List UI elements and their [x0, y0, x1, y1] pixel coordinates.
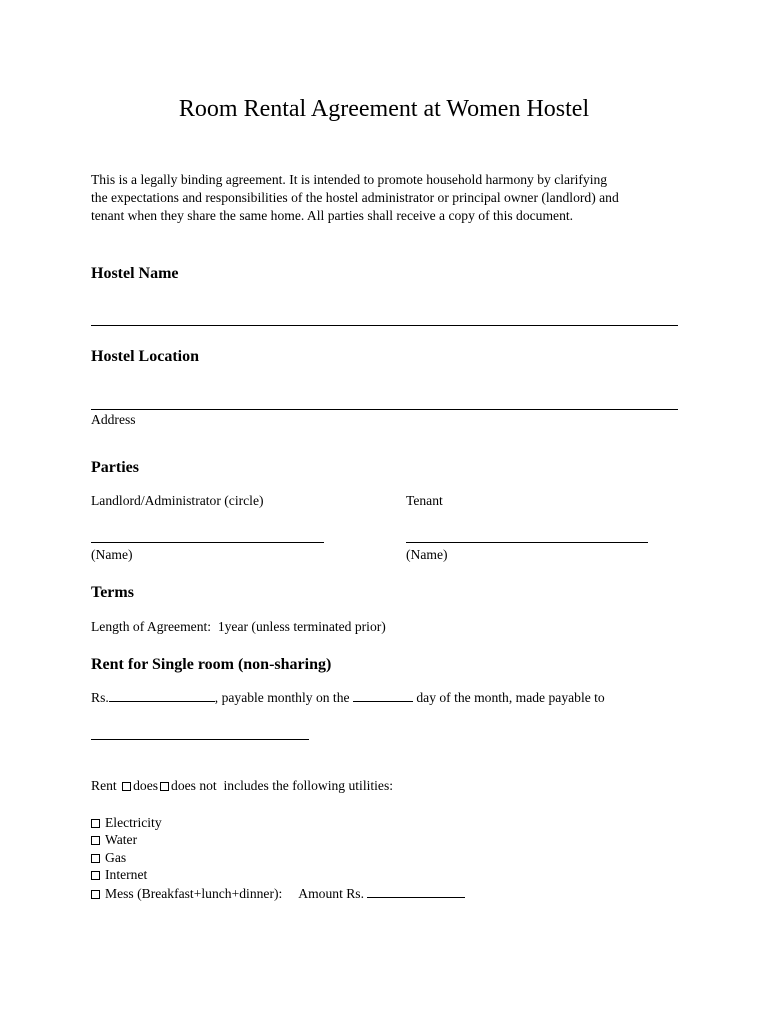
intro-line: tenant when they share the same home. All parties shall receive a copy of this document. — [91, 208, 574, 223]
utilities-inclusion-line — [91, 777, 393, 795]
amount-label: Amount Rs. — [298, 886, 364, 901]
gas-checkbox[interactable] — [91, 854, 100, 863]
utility-item-electricity — [91, 814, 162, 831]
does-not-checkbox[interactable] — [160, 782, 169, 791]
rent-prefix: Rent — [91, 778, 117, 793]
internet-checkbox[interactable] — [91, 871, 100, 880]
hostel-address-line[interactable] — [91, 409, 678, 410]
utility-label: Water — [105, 832, 138, 847]
parties-heading: Parties — [91, 459, 139, 476]
utility-item-mess — [91, 885, 465, 902]
landlord-label: Landlord/Administrator (circle) — [91, 493, 264, 508]
does-checkbox[interactable] — [122, 782, 131, 791]
does-not-label: does not includes the following utilities: — [171, 778, 394, 793]
payable-text: , payable monthly on the — [214, 690, 350, 705]
utility-label: Internet — [105, 867, 148, 882]
rent-payment-line — [91, 689, 605, 707]
utility-label: Mess (Breakfast+lunch+dinner): — [105, 886, 283, 901]
rent-heading: Rent for Single room (non-sharing) — [91, 656, 332, 673]
payee-line[interactable] — [91, 739, 309, 740]
intro-paragraph — [91, 171, 691, 225]
landlord-name-label: (Name) — [91, 547, 133, 562]
mess-checkbox[interactable] — [91, 890, 100, 899]
terms-heading: Terms — [91, 584, 134, 601]
utility-item-gas — [91, 849, 126, 866]
utility-label: Gas — [105, 850, 127, 865]
day-text: day of the month, made payable to — [416, 690, 605, 705]
document-title: Room Rental Agreement at Women Hostel — [178, 96, 590, 122]
address-label: Address — [91, 412, 136, 427]
tenant-label: Tenant — [406, 493, 443, 508]
hostel-name-line[interactable] — [91, 325, 678, 326]
rs-prefix: Rs. — [91, 690, 109, 705]
tenant-name-label: (Name) — [406, 547, 448, 562]
tenant-name-line[interactable] — [406, 542, 648, 543]
utility-item-water — [91, 831, 137, 848]
utility-label: Electricity — [105, 815, 162, 830]
mess-amount-blank[interactable] — [367, 897, 465, 898]
hostel-location-heading: Hostel Location — [91, 348, 199, 365]
electricity-checkbox[interactable] — [91, 819, 100, 828]
landlord-name-line[interactable] — [91, 542, 324, 543]
does-label: does — [133, 778, 159, 793]
water-checkbox[interactable] — [91, 836, 100, 845]
intro-line: This is a legally binding agreement. It is intended to promote household harmony by clarifying — [91, 172, 608, 187]
rent-amount-blank[interactable] — [109, 701, 215, 702]
payment-day-blank[interactable] — [353, 701, 413, 702]
hostel-name-heading: Hostel Name — [91, 265, 179, 282]
utility-item-internet — [91, 866, 147, 883]
agreement-length: Length of Agreement: 1year (unless terminated prior) — [91, 619, 386, 634]
intro-line: the expectations and responsibilities of the hostel administrator or principal owner (landlord) and — [91, 190, 619, 205]
